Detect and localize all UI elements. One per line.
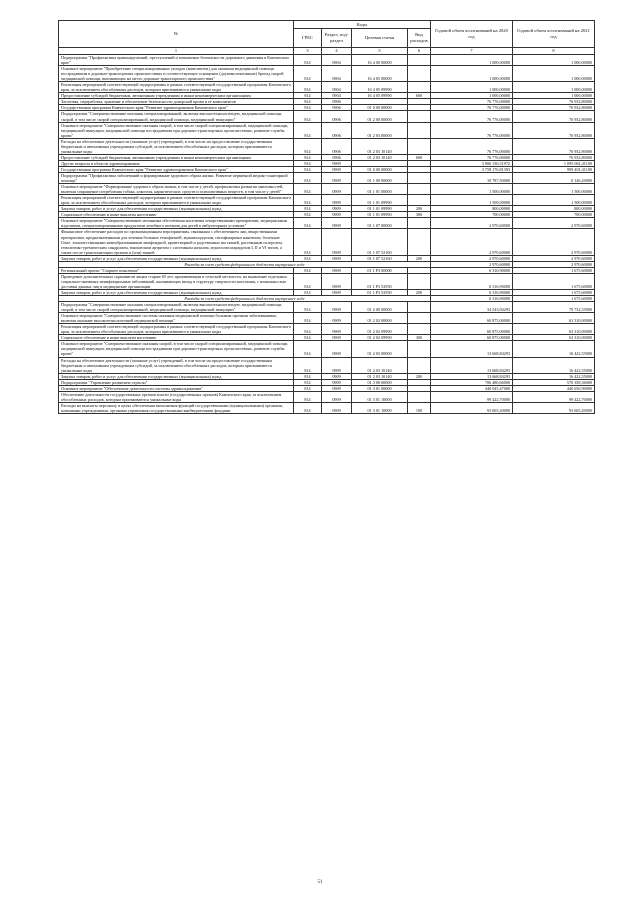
row-amount-2020-cell: 6 316,90000 [431, 273, 513, 289]
row-grbs-cell: 814 [294, 267, 322, 273]
row-name-cell: Основное мероприятие "Формирование здорового образа жизни, в том числе у детей, профилактика развития зависимостей, включая сокращение потребления табака, алкоголя, наркотических средств и психоактивных веществ, в том числе у детей" [59, 184, 294, 195]
row-section-cell: 0906 [322, 99, 352, 105]
row-article-cell: 01 2 03 10140 [352, 154, 408, 160]
row-article-cell: 01 0 00 00000 [352, 166, 408, 172]
row-amount-2021-cell: 16 422,55000 [513, 341, 595, 357]
row-amount-2020-cell: 2 970,60000 [431, 255, 513, 261]
row-grbs-cell: 814 [294, 324, 322, 335]
document-page [58, 20, 594, 414]
column-index-row [59, 48, 595, 55]
row-amount-2020-cell: 76 776,00000 [431, 138, 513, 154]
row-expense-type-cell [408, 324, 431, 335]
table-row [59, 111, 595, 122]
row-grbs-cell: 814 [294, 172, 322, 183]
row-name-cell: Основное мероприятие "Обеспечение деятельности системы здравоохранения" [59, 385, 294, 391]
row-name-cell: Закупка товаров, работ и услуг для обеспечения государственных (муниципальных) нужд [59, 255, 294, 261]
row-amount-2020-cell: 1 000,00000 [431, 93, 513, 99]
row-name-cell: Основное мероприятие "Совершенствование системы оказания медицинской помощи больным прочими заболеваниями, включая оказание высокотехнологичной медицинской помощи" [59, 313, 294, 324]
header-section: Раздел, под-раздел [322, 29, 352, 48]
row-amount-2020-cell: 60 875,00000 [431, 324, 513, 335]
row-expense-type-cell [408, 313, 431, 324]
row-name-cell: Проведение дополнительных скринингов лицам старше 65 лет, проживающим в сельской местности, на выявление отдельных социально-значимых неинфекционных заболеваний, оказывающих вклад в структуру смертности населения, с возможностью доставки данных лиц в медицинские организации [59, 273, 294, 289]
row-section-cell: 0909 [322, 172, 352, 183]
row-amount-2020-cell: 13 668,84293 [431, 341, 513, 357]
row-amount-2021-cell: 1 095 061,41100 [513, 160, 595, 166]
row-section-cell: 0904 [322, 66, 352, 82]
row-name-cell: Предоставление субсидий бюджетным, автономным учреждениям и иным некоммерческим организациям [59, 154, 294, 160]
row-article-cell: 16 4 05 09990 [352, 82, 408, 93]
row-amount-2020-cell: 6 316,90000 [431, 296, 513, 302]
row-amount-2021-cell: 79 732,55000 [513, 302, 595, 313]
row-grbs-cell: 814 [294, 402, 322, 413]
row-section-cell: 0909 [322, 302, 352, 313]
row-name-cell: Подпрограмма "Профилактика правонарушений, преступлений и повышение безопасности дорожного движения в Камчатском крае" [59, 55, 294, 66]
row-expense-type-cell: 200 [408, 373, 431, 379]
row-article-cell: 01 3 01 10000 [352, 391, 408, 402]
row-section-cell: 0909 [322, 166, 352, 172]
row-name-cell: Основное мероприятие "Приобретение специализированных укладок (комплектов) для оказания медицинской помощи пострадавшим в дорожно-транспортных происшествиях и соответствующее оснащение (доукомплектование) бригад скорой медицинской помощи, выезжающих на место дорожно-транспортного происшествия" [59, 66, 294, 82]
row-name-cell: Государственная программа Камчатского края "Развитие здравоохранения Камчатского края" [59, 105, 294, 111]
table-row [59, 195, 595, 206]
row-expense-type-cell: 300 [408, 335, 431, 341]
row-amount-2020-cell: 2 970,60000 [431, 218, 513, 229]
row-grbs-cell: 814 [294, 289, 322, 295]
row-article-cell: 01 1 07 52160 [352, 255, 408, 261]
row-article-cell: 01 2 02 00000 [352, 313, 408, 324]
table-row [59, 82, 595, 93]
row-amount-2020-cell: 60 875,00000 [431, 335, 513, 341]
table-row [59, 218, 595, 229]
row-amount-2020-cell: 3 906 136,31972 [431, 160, 513, 166]
row-section-cell: 0906 [322, 111, 352, 122]
row-grbs-cell: 814 [294, 93, 322, 99]
federal-budget-note: Расходы за счет средств федерального бюджета внутреннее ходе [59, 261, 431, 267]
row-name-cell: Другие вопросы в области здравоохранения [59, 160, 294, 166]
row-expense-type-cell: 600 [408, 154, 431, 160]
table-row [59, 341, 595, 357]
row-name-cell: Подпрограмма "Профилактика заболеваний и формирование здорового образа жизни. Развитие первичной медико-санитарной помощи" [59, 172, 294, 183]
row-name-cell: Расходы на выплаты персоналу в целях обеспечения выполнения функций государственными (муниципальными) органами, казенными учреждениями, органами управления государственными внебюджетными фондами [59, 402, 294, 413]
row-amount-2020-cell: 10 787,50000 [431, 172, 513, 183]
header-year-2021: Годовой объем ассигнований на 2021 год [513, 21, 595, 48]
row-grbs-cell: 814 [294, 379, 322, 385]
row-article-cell: 01 1 01 09990 [352, 206, 408, 212]
table-row [59, 357, 595, 373]
row-name-cell: Основное мероприятие "Совершенствование оказания скорой, в том числе скорой специализированной, медицинской помощи, медицинской эвакуации, медицинской помощи пострадавшим при дорожно-транспортных происшествиях, развитие службы крови" [59, 341, 294, 357]
row-expense-type-cell [408, 184, 431, 195]
row-section-cell: 0909 [322, 341, 352, 357]
row-grbs-cell: 814 [294, 105, 322, 111]
row-section-cell: 0904 [322, 82, 352, 93]
row-name-cell: Подпрограмма "Совершенствование оказания специализированной, включая высокотехнологичную, медицинской помощи, скорой, в том числе скорой специализированной, медицинской помощи, медицинской эвакуации" [59, 111, 294, 122]
row-article-cell: 01 1 07 00000 [352, 218, 408, 229]
row-amount-2021-cell: 2 970,60000 [513, 255, 595, 261]
row-grbs-cell: 814 [294, 138, 322, 154]
federal-budget-note: Расходы за счет средств федерального бюджета внутреннее ходе [59, 296, 431, 302]
row-article-cell: 01 2 00 00000 [352, 302, 408, 313]
row-amount-2020-cell: 3 758 176,81393 [431, 166, 513, 172]
row-amount-2020-cell: 1 000,00000 [431, 66, 513, 82]
row-amount-2020-cell: 76 776,00000 [431, 111, 513, 122]
row-section-cell: 0904 [322, 55, 352, 66]
row-article-cell: 01 2 03 00000 [352, 122, 408, 138]
row-amount-2021-cell: 2 970,60000 [513, 218, 595, 229]
row-article-cell: 01 1 01 00000 [352, 184, 408, 195]
row-amount-2021-cell: 1 000,00000 [513, 55, 595, 66]
row-grbs-cell: 814 [294, 218, 322, 229]
row-amount-2021-cell: 76 932,80000 [513, 111, 595, 122]
row-grbs-cell: 814 [294, 206, 322, 212]
row-amount-2021-cell: 800,00000 [513, 206, 595, 212]
row-name-cell: Закупка товаров, работ и услуг для обеспечения государственных (муниципальных) нужд [59, 373, 294, 379]
row-name-cell: Финансовое обеспечение расходов по организационным мероприятиям, связанным с обеспечением лиц лекарственными препаратами, предназначенными для лечения больных гемофилией, муковисцидозом, гипофизарным нанизмом, болезнью Гоше, злокачественными новообразованиями лимфоидной, кроветворной и родственных им тканей, рассеянным склерозом, гемолитико-уремическим синдромом, юношеским артритом с системным началом, мукополисахаридозом I, II и VI типов, а также после трансплантации органов и (или) тканей [59, 229, 294, 255]
row-amount-2021-cell: 76 932,80000 [513, 105, 595, 111]
row-expense-type-cell [408, 82, 431, 93]
row-section-cell: 0906 [322, 105, 352, 111]
row-grbs-cell: 814 [294, 385, 322, 391]
row-grbs-cell: 814 [294, 313, 322, 324]
row-grbs-cell: 814 [294, 273, 322, 289]
row-section-cell: 0909 [322, 160, 352, 166]
row-section-cell: 0909 [322, 373, 352, 379]
row-amount-2021-cell: 1 675,60000 [513, 267, 595, 273]
row-section-cell: 0909 [322, 218, 352, 229]
row-grbs-cell: 814 [294, 184, 322, 195]
row-article-cell: 01 2 03 10140 [352, 373, 408, 379]
row-name-cell: Региональный проект "Старшее поколение" [59, 267, 294, 273]
table-row [59, 273, 595, 289]
row-section-cell: 0909 [322, 324, 352, 335]
budget-table [58, 20, 595, 414]
row-section-cell: 0909 [322, 184, 352, 195]
row-amount-2020-cell: 1 000,00000 [431, 55, 513, 66]
row-expense-type-cell: 600 [408, 93, 431, 99]
row-grbs-cell: 814 [294, 66, 322, 82]
row-amount-2020-cell: 800,00000 [431, 206, 513, 212]
row-grbs-cell: 814 [294, 111, 322, 122]
row-grbs-cell: 814 [294, 122, 322, 138]
row-expense-type-cell [408, 122, 431, 138]
row-amount-2020-cell: 99 422,70000 [431, 391, 513, 402]
row-amount-2021-cell: 76 932,80000 [513, 122, 595, 138]
row-expense-type-cell: 200 [408, 255, 431, 261]
row-expense-type-cell [408, 218, 431, 229]
row-amount-2021-cell: 63 310,00000 [513, 313, 595, 324]
row-section-cell: 0909 [322, 385, 352, 391]
row-amount-2020-cell: 6 316,90000 [431, 267, 513, 273]
row-expense-type-cell [408, 341, 431, 357]
row-amount-2020-cell: 34 543,94293 [431, 302, 513, 313]
row-amount-2021-cell: 6 146,20000 [513, 172, 595, 183]
row-section-cell: 0909 [322, 402, 352, 413]
row-grbs-cell: 814 [294, 82, 322, 93]
row-amount-2021-cell: 63 310,00000 [513, 335, 595, 341]
row-amount-2021-cell: 700,00000 [513, 212, 595, 218]
row-amount-2021-cell: 1 000,00000 [513, 93, 595, 99]
row-article-cell: 01 0 00 00000 [352, 105, 408, 111]
row-expense-type-cell [408, 357, 431, 373]
row-amount-2021-cell: 570 358,36000 [513, 379, 595, 385]
row-amount-2020-cell: 60 875,00000 [431, 313, 513, 324]
table-header [59, 21, 595, 48]
row-section-cell: 0909 [322, 273, 352, 289]
row-article-cell: 01 1 P3 52950 [352, 289, 408, 295]
row-section-cell: 0909 [322, 229, 352, 255]
row-article-cell: 16 4 05 00000 [352, 66, 408, 82]
row-amount-2021-cell: 1 675,60000 [513, 273, 595, 289]
row-grbs-cell: 814 [294, 166, 322, 172]
row-name-cell: Социальное обеспечение и иные выплаты населению [59, 335, 294, 341]
row-expense-type-cell [408, 229, 431, 255]
row-article-cell: 01 2 02 09990 [352, 324, 408, 335]
row-article-cell: 01 1 01 09990 [352, 212, 408, 218]
row-amount-2021-cell: 2 970,60000 [513, 229, 595, 255]
row-amount-2021-cell: 1 675,60000 [513, 289, 595, 295]
row-article-cell: 16 4 05 09990 [352, 93, 408, 99]
row-article-cell: 01 1 00 00000 [352, 172, 408, 183]
row-section-cell: 0909 [322, 267, 352, 273]
row-amount-2021-cell: 76 932,80000 [513, 154, 595, 160]
row-grbs-cell: 814 [294, 55, 322, 66]
row-amount-2020-cell: 440 045,47000 [431, 385, 513, 391]
table-row [59, 184, 595, 195]
row-article-cell: 16 4 00 00000 [352, 55, 408, 66]
table-row [59, 229, 595, 255]
row-expense-type-cell [408, 302, 431, 313]
row-section-cell: 0909 [322, 391, 352, 402]
table-row [59, 55, 595, 66]
table-row [59, 172, 595, 183]
row-amount-2021-cell: 93 605,20000 [513, 402, 595, 413]
row-section-cell: 0909 [322, 313, 352, 324]
index-cell: 5 [352, 48, 408, 55]
row-name-cell: Государственная программа Камчатского края "Развитие здравоохранения Камчатского края" [59, 166, 294, 172]
row-section-cell: 0909 [322, 379, 352, 385]
header-expense-type: Вид расходов [408, 29, 431, 48]
row-amount-2021-cell: 1 000,00000 [513, 82, 595, 93]
index-cell: 1 [59, 48, 294, 55]
table-row [59, 122, 595, 138]
row-expense-type-cell [408, 66, 431, 82]
row-amount-2021-cell: 1 000,00000 [513, 66, 595, 82]
row-amount-2021-cell: 1 500,00000 [513, 195, 595, 206]
table-row [59, 313, 595, 324]
row-section-cell: 0909 [322, 335, 352, 341]
header-num: № [59, 21, 294, 48]
row-name-cell: Социальное обеспечение и иные выплаты населению [59, 212, 294, 218]
row-amount-2021-cell: 76 932,80000 [513, 138, 595, 154]
row-article-cell: 01 3 00 00000 [352, 379, 408, 385]
index-cell: 4 [322, 48, 352, 55]
row-amount-2021-cell: 63 310,00000 [513, 324, 595, 335]
index-cell: 3 [294, 48, 322, 55]
table-row [59, 66, 595, 82]
row-amount-2021-cell: 99 422,70000 [513, 391, 595, 402]
row-name-cell: Подпрограмма "Управление развитием отрасли" [59, 379, 294, 385]
row-name-cell: Основное мероприятие "Совершенствование оказания скорой, в том числе скорой специализированной, медицинской помощи, медицинской эвакуации, медицинской помощи пострадавшим при дорожно-транспортных происшествиях, развитие службы крови" [59, 122, 294, 138]
row-article-cell: 01 3 01 10000 [352, 402, 408, 413]
row-article-cell: 01 1 P3 52950 [352, 273, 408, 289]
row-name-cell: Закупка товаров, работ и услуг для обеспечения государственных (муниципальных) нужд [59, 289, 294, 295]
index-cell: 7 [431, 48, 513, 55]
row-section-cell: 0906 [322, 122, 352, 138]
row-amount-2020-cell: 1 500,00000 [431, 184, 513, 195]
row-name-cell: Расходы на обеспечение деятельности (оказание услуг) учреждений, в том числе на предоставление государственным бюджетным и автономным учреждениям субсидий, за исключением обособленных расходов, которым присваиваются уникальные коды [59, 357, 294, 373]
table-body [59, 48, 595, 414]
row-article-cell: 01 1 07 52160 [352, 229, 408, 255]
row-section-cell: 0909 [322, 206, 352, 212]
header-article: Целевая статья [352, 29, 408, 48]
row-amount-2020-cell: 2 970,60000 [431, 229, 513, 255]
row-name-cell: Обеспечение деятельности государственных органов власти (государственных органов) Камчатского края, за исключением обособленных расходов, которым присваиваются уникальные коды [59, 391, 294, 402]
row-grbs-cell: 814 [294, 229, 322, 255]
table-row [59, 391, 595, 402]
row-amount-2020-cell: 706 480,66000 [431, 379, 513, 385]
row-amount-2021-cell: 1 675,60000 [513, 296, 595, 302]
row-amount-2021-cell: 2 970,60000 [513, 261, 595, 267]
row-grbs-cell: 814 [294, 160, 322, 166]
table-row [59, 324, 595, 335]
header-year-2020: Годовой объем ассигнований на 2020 год [431, 21, 513, 48]
row-name-cell: Расходы на обеспечение деятельности (оказание услуг) учреждений, в том числе на предоставление государственным бюджетным и автономным учреждениям субсидий, за исключением обособленных расходов, которым присваиваются уникальные коды [59, 138, 294, 154]
row-amount-2020-cell: 93 605,20000 [431, 402, 513, 413]
row-amount-2020-cell: 76 776,00000 [431, 122, 513, 138]
header-grbs: ГРБС [294, 29, 322, 48]
row-expense-type-cell [408, 111, 431, 122]
header-codes-group: Коды [294, 21, 431, 29]
row-name-cell: Закупка товаров, работ и услуг для обеспечения государственных (муниципальных) нужд [59, 206, 294, 212]
row-grbs-cell: 814 [294, 212, 322, 218]
row-grbs-cell: 814 [294, 357, 322, 373]
row-amount-2020-cell: 2 970,60000 [431, 261, 513, 267]
row-expense-type-cell [408, 195, 431, 206]
table-row [59, 302, 595, 313]
row-amount-2020-cell: 13 668,84293 [431, 357, 513, 373]
row-article-cell: 01 3 01 00000 [352, 385, 408, 391]
row-grbs-cell: 814 [294, 99, 322, 105]
row-amount-2020-cell: 13 668,84293 [431, 373, 513, 379]
table-row [59, 402, 595, 413]
row-grbs-cell: 814 [294, 391, 322, 402]
row-grbs-cell: 814 [294, 373, 322, 379]
row-amount-2021-cell: 76 932,80000 [513, 99, 595, 105]
row-article-cell: 01 1 01 09990 [352, 195, 408, 206]
row-amount-2020-cell: 700,00000 [431, 212, 513, 218]
row-amount-2020-cell: 6 316,90000 [431, 289, 513, 295]
row-grbs-cell: 814 [294, 195, 322, 206]
row-article-cell: 01 2 03 10140 [352, 138, 408, 154]
index-cell: 6 [408, 48, 431, 55]
row-section-cell: 0904 [322, 93, 352, 99]
row-amount-2021-cell: 440 650,90000 [513, 385, 595, 391]
row-grbs-cell: 814 [294, 154, 322, 160]
table-row [59, 138, 595, 154]
row-article-cell: 01 2 00 00000 [352, 111, 408, 122]
row-expense-type-cell [408, 138, 431, 154]
row-amount-2021-cell: 999 401,41100 [513, 166, 595, 172]
row-section-cell: 0909 [322, 289, 352, 295]
row-expense-type-cell: 300 [408, 212, 431, 218]
row-amount-2020-cell: 1 500,00000 [431, 195, 513, 206]
row-section-cell: 0906 [322, 138, 352, 154]
row-expense-type-cell [408, 55, 431, 66]
row-name-cell: Предоставление субсидий бюджетным, автономным учреждениям и иным некоммерческим организациям [59, 93, 294, 99]
row-expense-type-cell [408, 172, 431, 183]
row-amount-2020-cell: 1 000,00000 [431, 82, 513, 93]
row-article-cell: 01 2 02 09990 [352, 335, 408, 341]
row-expense-type-cell: 200 [408, 289, 431, 295]
row-amount-2020-cell: 76 776,00000 [431, 105, 513, 111]
row-section-cell: 0909 [322, 255, 352, 261]
row-name-cell: Подпрограмма "Совершенствование оказания специализированной, включая высокотехнологичную, медицинской помощи, скорой, в том числе скорой специализированной, медицинской помощи, медицинской эвакуации" [59, 302, 294, 313]
row-expense-type-cell: 200 [408, 206, 431, 212]
row-name-cell: Реализация мероприятий соответствующей подпрограммы в рамках соответствующей государственной программы Камчатского края, за исключением обособленных расходов, которым присваиваются уникальные коды [59, 82, 294, 93]
row-expense-type-cell [408, 273, 431, 289]
row-grbs-cell: 814 [294, 302, 322, 313]
row-name-cell: Реализация мероприятий соответствующей подпрограммы в рамках соответствующей государственной программы Камчатского края, за исключением обособленных расходов, которым присваиваются уникальные коды [59, 324, 294, 335]
row-section-cell: 0909 [322, 212, 352, 218]
page-number: 51 [317, 880, 323, 885]
row-amount-2021-cell: 16 422,55000 [513, 357, 595, 373]
row-amount-2021-cell: 16 422,55000 [513, 373, 595, 379]
row-section-cell: 0906 [322, 154, 352, 160]
row-grbs-cell: 814 [294, 255, 322, 261]
row-amount-2020-cell: 76 776,00000 [431, 99, 513, 105]
row-amount-2020-cell: 76 776,00000 [431, 154, 513, 160]
row-section-cell: 0909 [322, 357, 352, 373]
index-cell: 8 [513, 48, 595, 55]
row-article-cell: 01 2 03 00000 [352, 341, 408, 357]
row-article-cell: 01 1 P3 00000 [352, 267, 408, 273]
row-expense-type-cell: 100 [408, 402, 431, 413]
row-name-cell: Заготовка, переработка, хранение и обеспечение безопасности донорской крови и ее компонентов [59, 99, 294, 105]
row-name-cell: Реализация мероприятий соответствующей подпрограммы в рамках соответствующей государственной программы Камчатского края, за исключением обособленных расходов, которым присваиваются уникальные коды [59, 195, 294, 206]
row-grbs-cell: 814 [294, 341, 322, 357]
row-section-cell: 0909 [322, 195, 352, 206]
row-grbs-cell: 814 [294, 335, 322, 341]
row-expense-type-cell [408, 391, 431, 402]
row-name-cell: Основное мероприятие "Совершенствование механизма обеспечения населения лекарственными препаратами, медицинскими изделиями, специализированными продуктами лечебного питания для детей в амбулаторных условиях" [59, 218, 294, 229]
row-article-cell: 01 2 03 10140 [352, 357, 408, 373]
row-amount-2021-cell: 1 500,00000 [513, 184, 595, 195]
